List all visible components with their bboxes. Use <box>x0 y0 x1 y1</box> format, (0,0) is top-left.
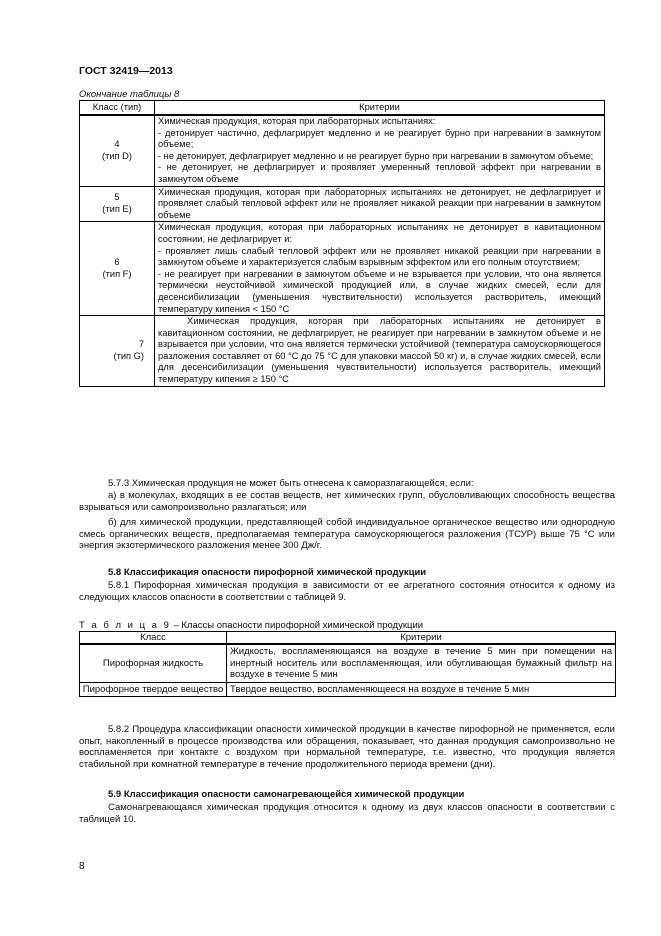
table-row <box>80 222 605 316</box>
table-row <box>80 115 605 186</box>
criteria-cell: Твердое вещество, воспламеняющееся на воздухе в течение 5 мин <box>227 682 616 697</box>
table-row <box>80 316 605 387</box>
table-row <box>80 682 616 697</box>
paragraph-5-9: Самонагревающаяся химическая продукция относится к одному из двух классов опасности в соответствии с таблицей 10. <box>79 802 615 825</box>
paragraph-5-8-1: 5.8.1 Пирофорная химическая продукция в зависимости от ее агрегатного состояния относится к одному из следующих классов опасности в соответствии с таблицей 9. <box>79 580 615 603</box>
document-header: ГОСТ 32419—2013 <box>79 65 173 77</box>
table-row <box>80 644 616 682</box>
criteria-cell: Жидкость, воспламеняющаяся на воздухе в течение 5 мин при помещении на инертный носитель или воспламеняющая, или обугливающая бумажный фильтр на воздухе в течение 5 мин <box>227 644 616 682</box>
class-cell: 6 (тип F) <box>80 222 155 316</box>
criteria-cell: Химическая продукция, которая при лабораторных испытаниях не детонирует в кавитационном состоянии, не дефлагрирует и: - проявляет лишь слабый тепловой эффект или не проявляет никакой реакции при нагревании в замкнутом объеме и характеризуется слабым взрывным эффектом или его полным отсутствием; - не реагирует при нагревании в замкнутом объеме и не взрывается при условии, что она является термически неустойчивой химической продукцией или, в случае жидких смесей, если для десенсибилизации (уменьшения чувствительности) используется растворитель, имеющий температуру кипения < 150 °С <box>155 222 605 316</box>
class-cell: 4 (тип D) <box>80 115 155 186</box>
section-heading-5-9: 5.9 Классификация опасности самонагревающейся химической продукции <box>108 789 465 800</box>
page-number: 8 <box>79 861 85 872</box>
table9-caption: Т а б л и ц а 9 – Классы опасности пирофорной химической продукции <box>79 620 424 631</box>
table8-col-criteria: Критерии <box>155 101 605 116</box>
table9-header-row <box>80 632 616 645</box>
criteria-cell: Химическая продукция, которая при лабораторных испытаниях не детонирует, не дефлагрирует и проявляет слабый тепловой эффект или не проявляет никакой реакции при нагревании в замкнутом объеме <box>155 186 605 222</box>
paragraph-5-7-3: 5.7.3 Химическая продукция не может быть отнесена к саморазлагающейся, если: <box>108 478 474 489</box>
criteria-cell: Химическая продукция, которая при лабораторных испытаниях не детонирует в кавитационном состоянии, не дефлагрирует, не реагирует при нагревании в замкнутом объеме и не взрывается при условии, что она является термически устойчивой (температура самоускоряющегося разложения составляет от 60 °С до 75 °С для упаковки массой 50 кг) и, в случае жидких смесей, если для десенсибилизации (уменьшения чувствительности) используется растворитель, имеющий температуру кипения ≥ 150 °С <box>155 316 605 387</box>
class-cell: Пирофорная жидкость <box>80 644 227 682</box>
table-row <box>80 186 605 222</box>
section-heading-5-8: 5.8 Классификация опасности пирофорной химической продукции <box>108 567 427 578</box>
paragraph-5-7-3-b: б) для химической продукции, представляющей собой индивидуальное органическое вещество или однородную смесь органических веществ, предполагаемая температура самоускоряющегося разложения (ТСУР) выше 75 °С или энергия экзотермического разложения менее 300 Дж/г. <box>79 517 615 552</box>
table-9 <box>79 631 616 697</box>
table9-col-class: Класс <box>80 632 227 645</box>
table9-col-criteria: Критерии <box>227 632 616 645</box>
paragraph-5-7-3-a: а) в молекулах, входящих в ее состав веществ, нет химических групп, обусловливающих способность вещества взрываться или самопроизвольно разлагаться; или <box>79 490 615 513</box>
table8-caption: Окончание таблицы 8 <box>79 89 180 100</box>
class-cell: Пирофорное твердое вещество <box>80 682 227 697</box>
class-cell: 7 (тип G) <box>80 316 155 387</box>
table8-header-row <box>80 101 605 116</box>
paragraph-5-8-2: 5.8.2 Процедура классификации опасности химической продукции в качестве пирофорной не применяется, если опыт, накопленный в процессе производства или обращения, показывает, что данная продукция самопроизвольно не воспламеняется при контакте с воздухом при нормальной температуре, т.е. известно, что продукция является стабильной при комнатной температуре в течение продолжительного периода времени (дни). <box>79 724 615 770</box>
criteria-cell: Химическая продукция, которая при лабораторных испытаниях: - детонирует частично, дефлагрирует медленно и не реагирует бурно при нагревании в замкнутом объеме; - не детонирует, дефлагрирует медленно и не реагирует бурно при нагревании в замкнутом объеме; - не детонирует, не дефлагрирует и проявляет умеренный тепловой эффект при нагревании в замкнутом объеме <box>155 115 605 186</box>
table-8 <box>79 100 605 387</box>
class-cell: 5 (тип E) <box>80 186 155 222</box>
table8-col-class: Класс (тип) <box>80 101 155 116</box>
